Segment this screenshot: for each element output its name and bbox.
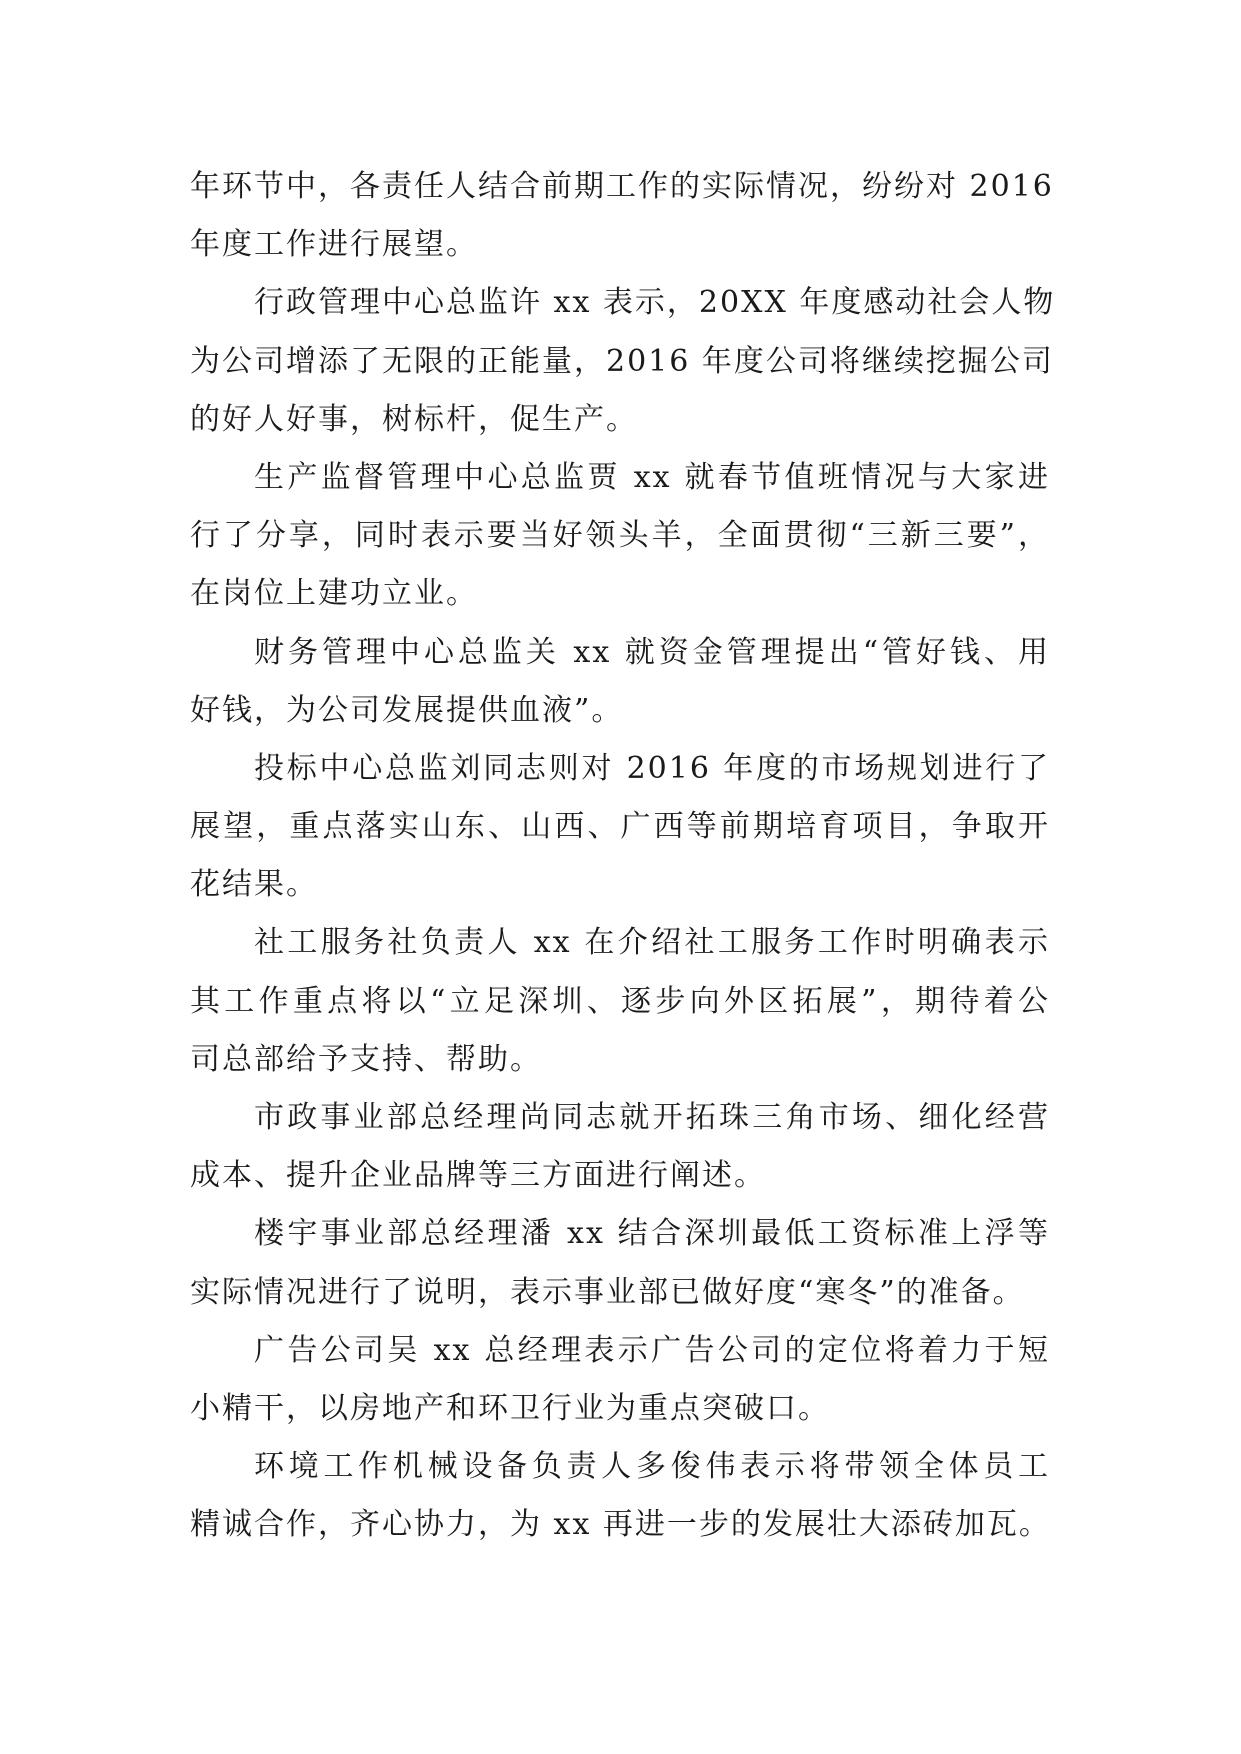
text-line: 好钱，为公司发展提供血液”。 [190,692,624,728]
text-line: 在岗位上建功立业。 [190,576,478,612]
paragraph-first-line: 广告公司吴 xx 总经理表示广告公司的定位将着力于短 [254,1332,1050,1368]
text-line: 年度工作进行展望。 [190,227,478,263]
text-line: 展望，重点落实山东、山西、广西等前期培育项目，争取开 [190,809,1050,845]
text-line: 年环节中，各责任人结合前期工作的实际情况，纷纷对 2016 [190,169,1054,204]
text-line: 行了分享，同时表示要当好领头羊，全面贯彻“三新三要”， [190,518,1050,554]
text-line: 实际情况进行了说明，表示事业部已做好度“寒冬”的准备。 [190,1274,1025,1310]
text-line: 为公司增添了无限的正能量，2016 年度公司将继续挖掘公司 [190,343,1054,379]
paragraph-first-line: 市政事业部总经理尚同志就开拓珠三角市场、细化经营 [254,1100,1050,1135]
paragraph-first-line: 社工服务社负责人 xx 在介绍社工服务工作时明确表示 [254,925,1050,961]
text-line: 小精干，以房地产和环卫行业为重点突破口。 [190,1390,830,1426]
paragraph-first-line: 环境工作机械设备负责人多俊伟表示将带领全体员工 [254,1449,1050,1485]
text-line: 的好人好事，树标杆，促生产。 [190,401,638,437]
paragraph-first-line: 财务管理中心总监关 xx 就资金管理提出“管好钱、用 [254,634,1050,670]
paragraph-first-line: 投标中心总监刘同志则对 2016 年度的市场规划进行了 [254,750,1050,786]
text-line: 精诚合作，齐心协力，为 xx 再进一步的发展壮大添砖加瓦。 [190,1507,1051,1543]
paragraph-first-line: 生产监督管理中心总监贾 xx 就春节值班情况与大家进 [254,459,1050,495]
document-body [190,158,1056,1555]
text-line: 成本、提升企业品牌等三方面进行阐述。 [190,1158,766,1194]
paragraph-first-line: 行政管理中心总监许 xx 表示，20XX 年度感动社会人物 [254,285,1056,321]
paragraph-first-line: 楼宇事业部总经理潘 xx 结合深圳最低工资标准上浮等 [254,1216,1050,1252]
text-line: 其工作重点将以“立足深圳、逐步向外区拓展”，期待着公 [190,983,1050,1019]
text-line: 司总部给予支持、帮助。 [190,1041,542,1077]
text-line: 花结果。 [190,867,318,903]
